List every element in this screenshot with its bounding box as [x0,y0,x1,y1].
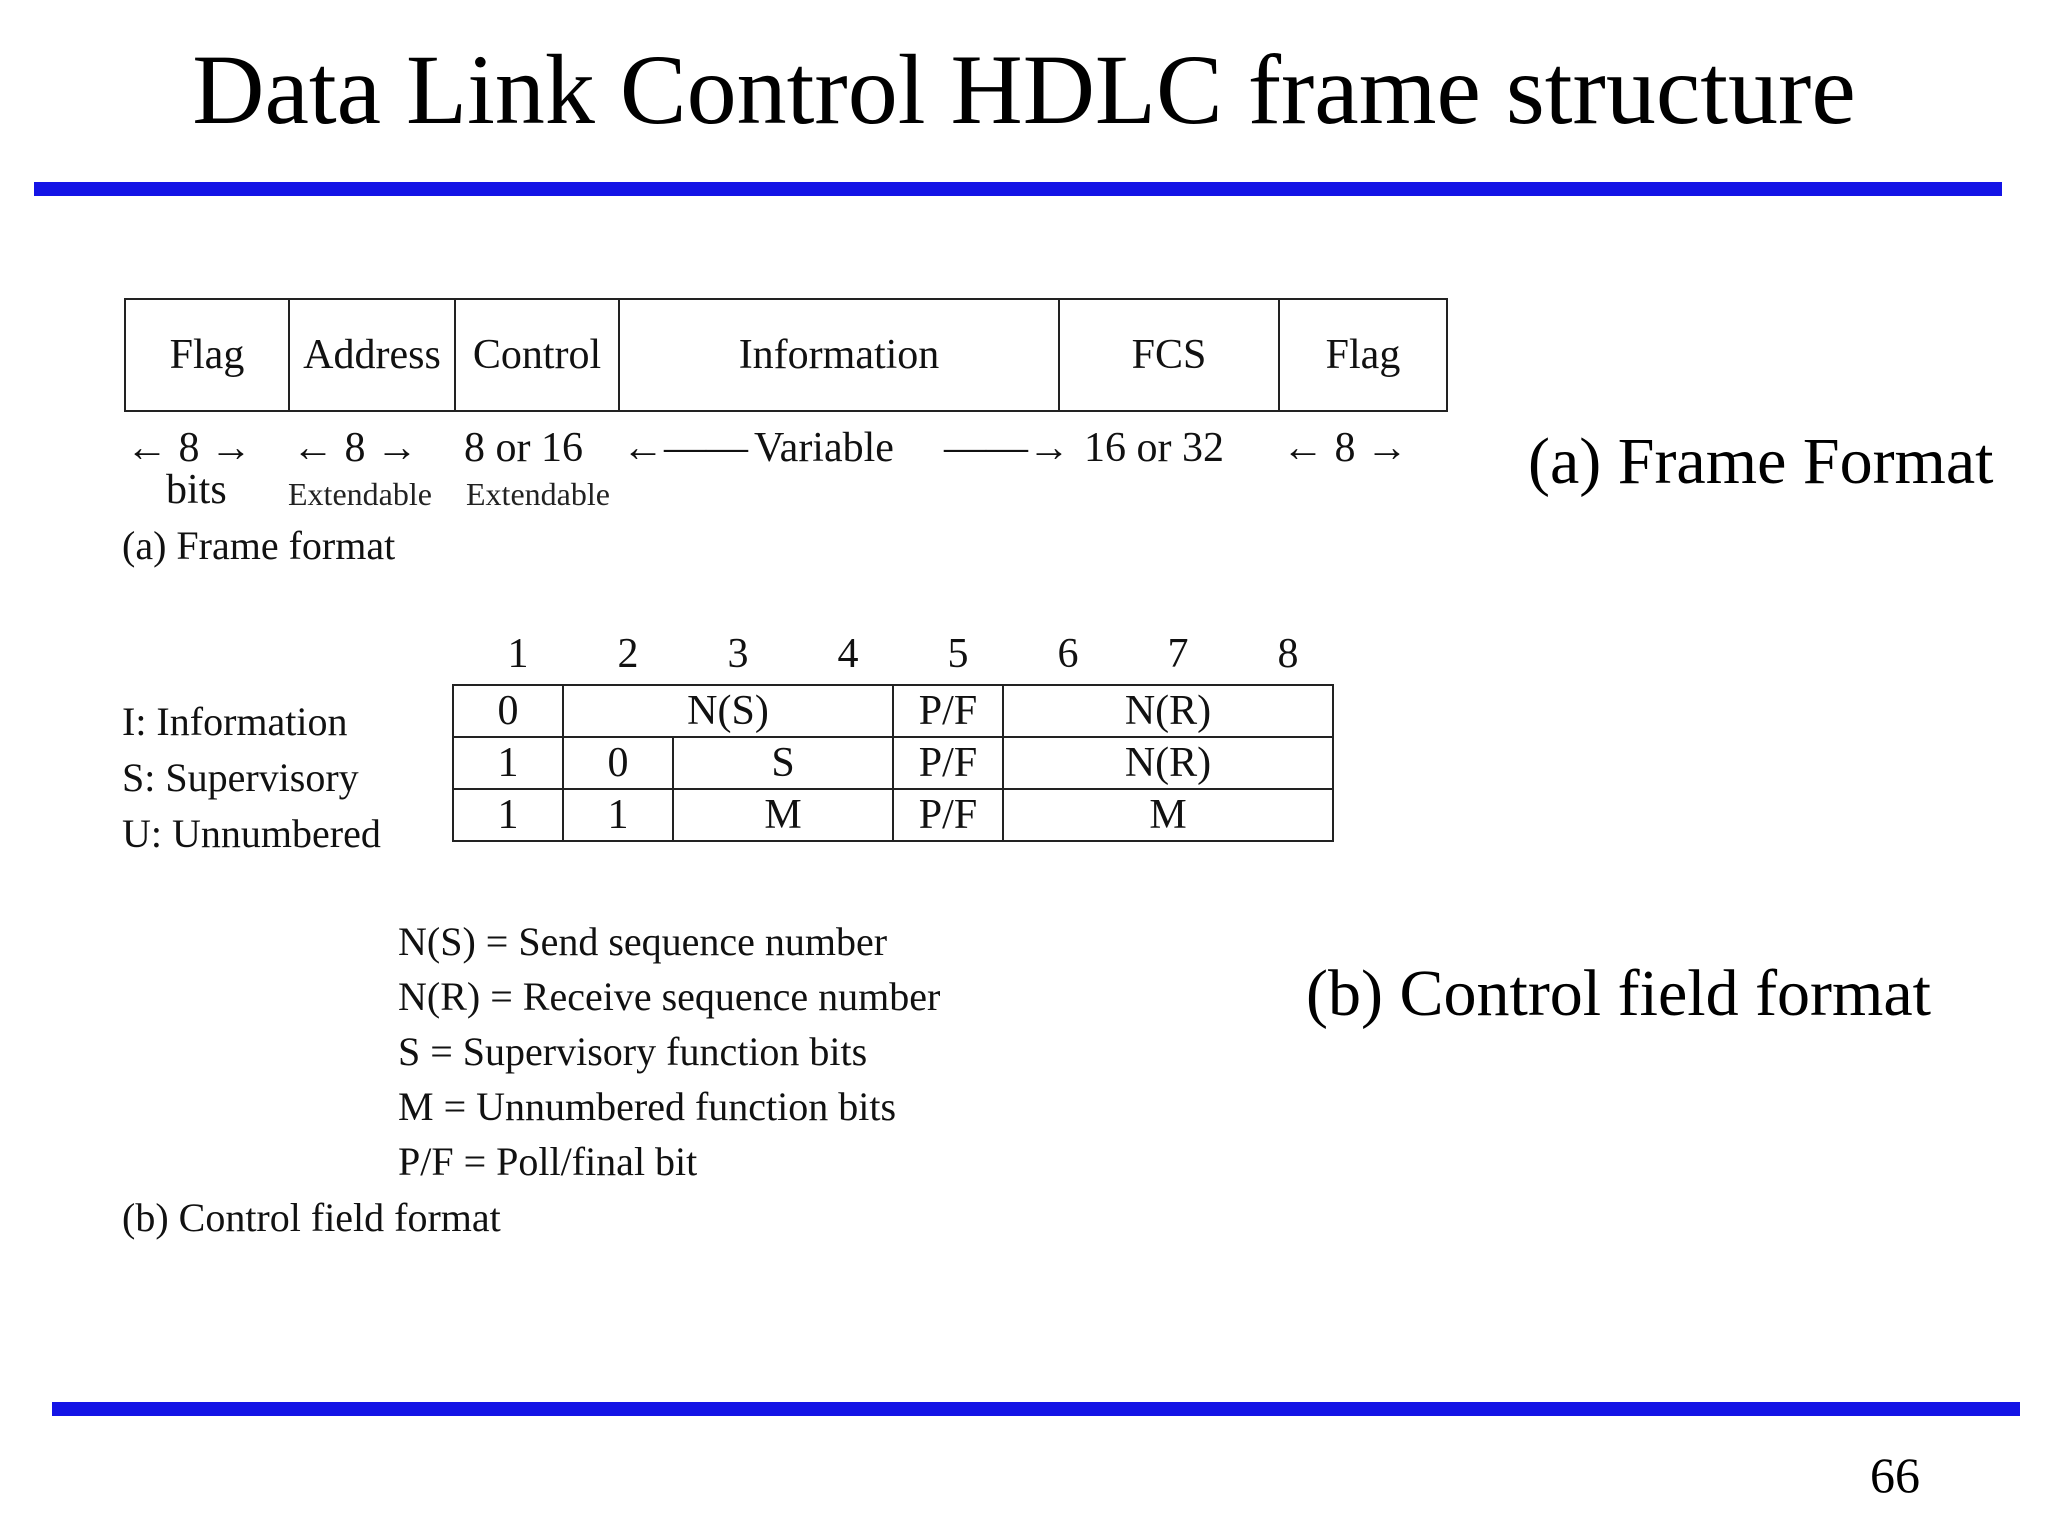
table-cell-nr: N(R) [1003,685,1333,737]
top-rule [34,182,2002,196]
measure-arrow-right: ——→ [944,425,1070,471]
table-cell-m: M [1003,789,1333,841]
table-cell-m: M [673,789,893,841]
definition-nr: N(R) = Receive sequence number [398,974,941,1019]
caption-frame-format: (a) Frame Format [1528,425,1994,498]
measure-arrow-left: ←—— [622,425,748,471]
bit-number-8: 8 [1277,631,1299,677]
definition-s: S = Supervisory function bits [398,1029,868,1074]
bit-number-2: 2 [617,631,639,677]
field-control: Control [456,300,620,410]
bit-number-7: 7 [1167,631,1189,677]
caption-control-field-format: (b) Control field format [1306,957,1932,1030]
definition-ns: N(S) = Send sequence number [398,919,888,964]
table-cell-pf: P/F [893,685,1003,737]
bit-number-4: 4 [837,631,859,677]
measure-control-note: Extendable [466,476,610,512]
table-cell-bit1: 1 [453,789,563,841]
field-flag-end: Flag [1325,332,1401,378]
table-row [453,737,1333,789]
field-address: Address [290,300,456,410]
table-cell-pf: P/F [893,737,1003,789]
measure-control: 8 or 16 [464,425,583,471]
measure-information: Variable [754,425,894,471]
bit-number-3: 3 [727,631,749,677]
table-cell-bit1: 0 [453,685,563,737]
bit-number-6: 6 [1057,631,1079,677]
figure-caption-b: (b) Control field format [122,1195,501,1240]
measure-address-note: Extendable [288,476,432,512]
slide-title: Data Link Control HDLC frame structure [192,34,1856,145]
field-fcs: FCS [1060,300,1280,410]
bottom-rule [52,1402,2020,1416]
measure-fcs: 16 or 32 [1084,425,1224,471]
field-flag-start: Flag [126,300,290,410]
table-cell-s: S [673,737,893,789]
frame-type-supervisory: S: Supervisory [122,755,359,800]
table-cell-bit2: 0 [563,737,673,789]
page-number: 66 [1870,1447,1920,1503]
figure-caption-a: (a) Frame format [122,523,396,568]
measure-address: ← 8 → [292,425,418,471]
bit-number-5: 5 [947,631,969,677]
frame-format-boxes [124,298,1448,412]
definition-m: M = Unnumbered function bits [398,1084,897,1129]
bit-number-1: 1 [507,631,529,677]
measure-flag-start: ← 8 → [126,425,252,471]
table-cell-bit2: 1 [563,789,673,841]
measure-flag-end: ← 8 → [1282,425,1408,471]
measure-bits-label: bits [166,467,227,513]
table-row [453,789,1333,841]
table-cell-nr: N(R) [1003,737,1333,789]
frame-type-unnumbered: U: Unnumbered [122,811,381,856]
table-cell-bit1: 1 [453,737,563,789]
table-row [453,685,1333,737]
field-information: Information [620,300,1060,410]
table-cell-ns: N(S) [563,685,893,737]
table-cell-pf: P/F [893,789,1003,841]
frame-type-information: I: Information [122,699,348,744]
definition-pf: P/F = Poll/final bit [398,1139,698,1184]
control-field-table [452,684,1334,842]
